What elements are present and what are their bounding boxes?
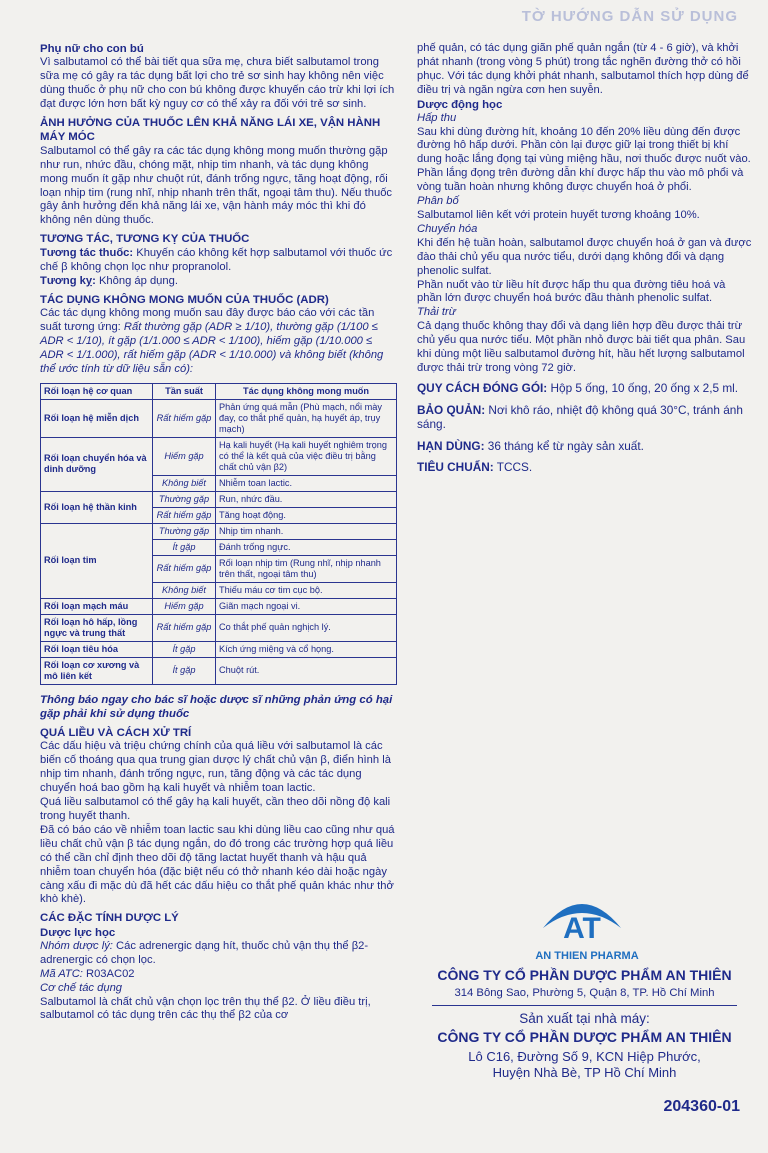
footer-divider <box>432 1005 737 1006</box>
pk-title: Dược động học <box>417 98 503 111</box>
adr-table-row <box>41 491 397 507</box>
factory-address-line-1: Lô C16, Đường Số 9, KCN Hiệp Phước, <box>468 1049 701 1064</box>
notify-text: Thông báo ngay cho bác sĩ hoặc dược sĩ những phản ứng có hại gặp phải khi sử dụng thuốc <box>40 693 393 721</box>
adr-organ-cell: Rối loạn chuyển hóa và dinh dưỡng <box>41 437 153 491</box>
adr-table-row <box>41 614 397 641</box>
adr-effect-cell: Nhịp tim nhanh. <box>216 523 397 539</box>
adr-intro <box>40 307 397 377</box>
adr-frequency-cell: Ít gặp <box>153 657 216 684</box>
overdose-title: QUÁ LIỀU VÀ CÁCH XỬ TRÍ <box>40 726 192 739</box>
adr-effect-cell: Nhiễm toan lactic. <box>216 475 397 491</box>
adr-frequency-cell: Hiếm gặp <box>153 437 216 475</box>
moa-title: Cơ chế tác dụng <box>40 981 123 994</box>
adr-frequency-cell: Rất hiếm gặp <box>153 555 216 582</box>
interaction-line <box>40 247 397 275</box>
adr-effect-cell: Rối loạn nhịp tim (Rung nhĩ, nhịp nhanh trên thất, ngoại tâm thu) <box>216 555 397 582</box>
header-frequency: Tần suất <box>153 383 216 399</box>
pd-group-label: Nhóm dược lý: <box>40 939 113 952</box>
pack-text: Hộp 5 ống, 10 ống, 20 ống x 2,5 ml. <box>547 380 739 395</box>
adr-organ-cell: Rối loạn hệ miễn dịch <box>41 399 153 437</box>
adr-table-row <box>41 657 397 684</box>
adr-frequency-cell: Thường gặp <box>153 523 216 539</box>
adr-effect-cell: Co thắt phế quản nghịch lý. <box>216 614 397 641</box>
adr-table-row <box>41 523 397 539</box>
overdose-p2: Quá liều salbutamol có thể gây hạ kali huyết, cần theo dõi nồng độ kali trong huyết thanh. <box>40 796 391 822</box>
atc-label: Mã ATC: <box>40 967 83 980</box>
right-column <box>417 42 752 475</box>
moa-text: Salbutamol là chất chủ vận chọn lọc trên thụ thể β2. Ở liều điều trị, salbutamol có tác dụng trên các thụ thể β2 của cơ <box>40 995 371 1022</box>
adr-title: TÁC DỤNG KHÔNG MONG MUỐN CỦA THUỐC (ADR) <box>40 293 329 306</box>
incompat-line <box>40 275 397 289</box>
adr-organ-cell: Rối loạn tiêu hóa <box>41 641 153 657</box>
adr-effect-cell: Thiếu máu cơ tim cục bộ. <box>216 582 397 598</box>
expiry-label: HẠN DÙNG: <box>417 438 485 453</box>
incompat-label: Tương kỵ: <box>40 274 96 287</box>
pack-label: QUY CÁCH ĐÓNG GÓI: <box>417 380 548 395</box>
interaction-text: Khuyến cáo không kết hợp salbutamol với thuốc ức chế β không chọn lọc như propranolol. <box>40 246 393 273</box>
overdose-p1: Các dấu hiệu và triệu chứng chính của quá liều với salbutamol là các biến cố thoáng qua qua trung gian dược lý chất chủ vận β, điển hình là nhịp tim nhanh, đánh trống ngực, run, tăng động và các tác dụng chuyển hoá bao gồm hạ kali huyết và nhiễm toan lactic. <box>40 740 391 795</box>
adr-effect-cell: Tăng hoạt động. <box>216 507 397 523</box>
adr-table <box>40 383 397 685</box>
breastfeeding-title: Phụ nữ cho con bú <box>40 43 144 55</box>
moa-continued: phế quản, có tác dụng giãn phế quản ngắn (từ 4 - 6 giờ), và khởi phát nhanh (trong vòng 5 phút) trong tắc nghẽn đường thở có hồi phục. Với tác dụng khởi phát nhanh, salbutamol thích hợp dùng để điều trị và ngăn ngừa cơn hen suyễn. <box>417 42 749 96</box>
adr-frequency-cell: Ít gặp <box>153 539 216 555</box>
adr-frequency-cell: Rất hiếm gặp <box>153 507 216 523</box>
adr-table-row <box>41 437 397 475</box>
company-name: CÔNG TY CỔ PHẦN DƯỢC PHẨM AN THIÊN <box>437 967 732 983</box>
adr-effect-cell: Phản ứng quá mẫn (Phù mạch, nổi mày đay, co thắt phế quản, hạ huyết áp, trụy mạch) <box>216 399 397 437</box>
adr-intro-text: Các tác dụng không mong muốn sau đây được báo cáo với các tần suất tương ứng: <box>40 307 375 334</box>
adr-effect-cell: Đánh trống ngực. <box>216 539 397 555</box>
atc-text: R03AC02 <box>82 967 135 980</box>
adr-effect-cell: Chuột rút. <box>216 657 397 684</box>
adr-frequency-cell: Rất hiếm gặp <box>153 399 216 437</box>
interaction-label: Tương tác thuốc: <box>40 246 134 259</box>
metabolism-p2: Phần nuốt vào từ liều hít được hấp thu qua đường tiêu hoá và phần lớn được chuyển hoá bước đầu thành phenolic sulfat. <box>417 278 726 305</box>
adr-table-row <box>41 399 397 437</box>
adr-frequencies: Rất thường gặp (ADR ≥ 1/10), thường gặp (1/100 ≤ ADR < 1/10), ít gặp (1/1.000 ≤ ADR < 1/100), hiếm gặp (1/10.000 ≤ ADR < 1/1.000), rất hiếm gặp (ADR < 1/10.000) và không biết (không thể ước tính từ dữ liệu sẵn có): <box>40 321 384 375</box>
breastfeeding-text: Vì salbutamol có thể bài tiết qua sữa mẹ, chưa biết salbutamol trong sữa mẹ có gây ra tác dụng bất lợi cho trẻ sơ sinh hay không nên việc dùng thuốc ở phụ nữ cho con bú không được khuyến cáo trừ khi lợi ích đạt được lớn hơn bất kỳ nguy cơ có thể xảy ra đối với trẻ sơ sinh. <box>40 56 395 110</box>
storage-label: BẢO QUẢN: <box>417 402 486 417</box>
expiry-text: 36 tháng kể từ ngày sản xuất. <box>484 438 644 453</box>
adr-table-row <box>41 598 397 614</box>
pd-title: Dược lực học <box>40 926 116 939</box>
pd-group-text: Các adrenergic dạng hít, thuốc chủ vận thụ thể β2-adrenergic có chọn lọc. <box>40 939 369 966</box>
adr-table-body <box>41 399 397 684</box>
an-thien-logo-icon <box>537 888 627 950</box>
adr-organ-cell: Rối loạn mạch máu <box>41 598 153 614</box>
adr-table-row <box>41 641 397 657</box>
standard-line <box>417 461 752 475</box>
adr-frequency-cell: Ít gặp <box>153 641 216 657</box>
logo-letters: AT <box>563 912 601 945</box>
brand-name: AN THIEN PHARMA <box>535 950 639 962</box>
left-column <box>40 42 397 1023</box>
pharm-title: CÁC ĐẶC TÍNH DƯỢC LÝ <box>40 912 179 925</box>
adr-table-header <box>41 383 397 399</box>
adr-frequency-cell: Không biết <box>153 475 216 491</box>
adr-organ-cell: Rối loạn hô hấp, lồng ngực và trung thất <box>41 614 153 641</box>
header-organ: Rối loạn hệ cơ quan <box>41 383 153 399</box>
atc-line <box>40 968 397 982</box>
factory-address-line-2: Huyện Nhà Bè, TP Hồ Chí Minh <box>492 1065 677 1080</box>
elimination-text: Cả dạng thuốc không thay đổi và dạng liên hợp đều được thải trừ chủ yếu qua nước tiểu. Một phần nhỏ được bài tiết qua phân. Sau khi dùng một liều salbutamol đường hít, hầu hết lượng salbutamol được thải trừ trong vòng 72 giờ. <box>417 320 746 374</box>
factory-address <box>417 1049 752 1081</box>
elimination-title: Thải trừ <box>417 306 456 319</box>
overdose-p3: Đã có báo cáo về nhiễm toan lactic sau khi dùng liều cao cũng như quá liều chất chủ vận β tác dụng ngắn, do đó trong các trường hợp quá liều có thể cần chỉ định theo dõi độ tăng lactat huyết thanh và hậu quả nhiễm toan chuyển hóa (đặc biệt nếu có thở nhanh kéo dài hoặc ngày càng xấu đi mặc dù đã hết các dấu hiệu co thắt phế quản khác như thở khò khè). <box>40 823 395 906</box>
standard-text: TCCS. <box>493 460 533 475</box>
expiry-line <box>417 440 752 454</box>
adr-organ-cell: Rối loạn tim <box>41 523 153 598</box>
metabolism-p1: Khi đến hệ tuần hoàn, salbutamol được chuyển hoá ở gan và được đào thải chủ yếu qua nước tiểu, dưới dạng không đổi và dạng phenolic sulfat. <box>417 236 752 277</box>
pack-line <box>417 382 752 396</box>
incompat-text: Không áp dụng. <box>95 274 178 287</box>
storage-line <box>417 404 752 432</box>
adr-frequency-cell: Thường gặp <box>153 491 216 507</box>
adr-effect-cell: Giãn mạch ngoại vi. <box>216 598 397 614</box>
adr-frequency-cell: Không biết <box>153 582 216 598</box>
company-address: 314 Bông Sao, Phường 5, Quận 8, TP. Hồ Chí Minh <box>454 987 715 999</box>
distribution-text: Salbutamol liên kết với protein huyết tương khoảng 10%. <box>417 208 700 221</box>
adr-effect-cell: Kích ứng miệng và cổ họng. <box>216 641 397 657</box>
standard-label: TIÊU CHUẨN: <box>417 460 494 475</box>
interaction-title: TƯƠNG TÁC, TƯƠNG KỴ CỦA THUỐC <box>40 233 250 246</box>
distribution-title: Phân bố <box>417 195 459 208</box>
adr-frequency-cell: Rất hiếm gặp <box>153 614 216 641</box>
adr-effect-cell: Hạ kali huyết (Hạ kali huyết nghiêm trọng có thể là kết quả của việc điều trị bằng chất chủ vận β2) <box>216 437 397 475</box>
metabolism-title: Chuyển hóa <box>417 222 478 235</box>
driving-title: ẢNH HƯỞNG CỦA THUỐC LÊN KHẢ NĂNG LÁI XE, VẬN HÀNH MÁY MÓC <box>40 116 381 144</box>
adr-effect-cell: Run, nhức đầu. <box>216 491 397 507</box>
adr-organ-cell: Rối loạn cơ xương và mô liên kết <box>41 657 153 684</box>
storage-text: Nơi khô ráo, nhiệt độ không quá 30°C, tránh ánh sáng. <box>417 402 743 431</box>
made-at-label: Sản xuất tại nhà máy: <box>519 1011 650 1026</box>
adr-frequency-cell: Hiếm gặp <box>153 598 216 614</box>
absorption-text: Sau khi dùng đường hít, khoảng 10 đến 20% liều dùng đến được đường hô hấp dưới. Phần còn lại được giữ lại trong thiết bị khí dung hoặc lắng đọng tại vùng miệng hầu, nơi thuốc được nuốt vào. Phần lắng đọng trên đường dẫn khí được hấp thu vào mô phổi và vòng tuần hoàn nhưng không được chuyển hoá ở phổi. <box>417 125 751 194</box>
driving-text: Salbutamol có thể gây ra các tác dụng không mong muốn thường gặp như run, nhức đầu, chóng mặt, nhịp tim nhanh, và tác dụng không mong muốn ít gặp như chuột rút, đánh trống ngực, tăng hoạt động, rối loạn nhịp tim (rung nhĩ, nhịp nhanh trên thất, ngoại tâm thu). Nếu thuốc gây ảnh hưởng đến khả năng lái xe, vận hành máy móc thì khi đó không nên dùng thuốc. <box>40 144 393 227</box>
pd-group <box>40 940 397 968</box>
reverse-side-heading: TỜ HƯỚNG DẪN SỬ DỤNG <box>521 8 738 25</box>
absorption-title: Hấp thu <box>417 111 457 124</box>
factory-name: CÔNG TY CỔ PHẦN DƯỢC PHẨM AN THIÊN <box>437 1029 732 1045</box>
header-effect: Tác dụng không mong muốn <box>216 383 397 399</box>
adr-organ-cell: Rối loạn hệ thần kinh <box>41 491 153 523</box>
document-code: 204360-01 <box>663 1098 740 1115</box>
